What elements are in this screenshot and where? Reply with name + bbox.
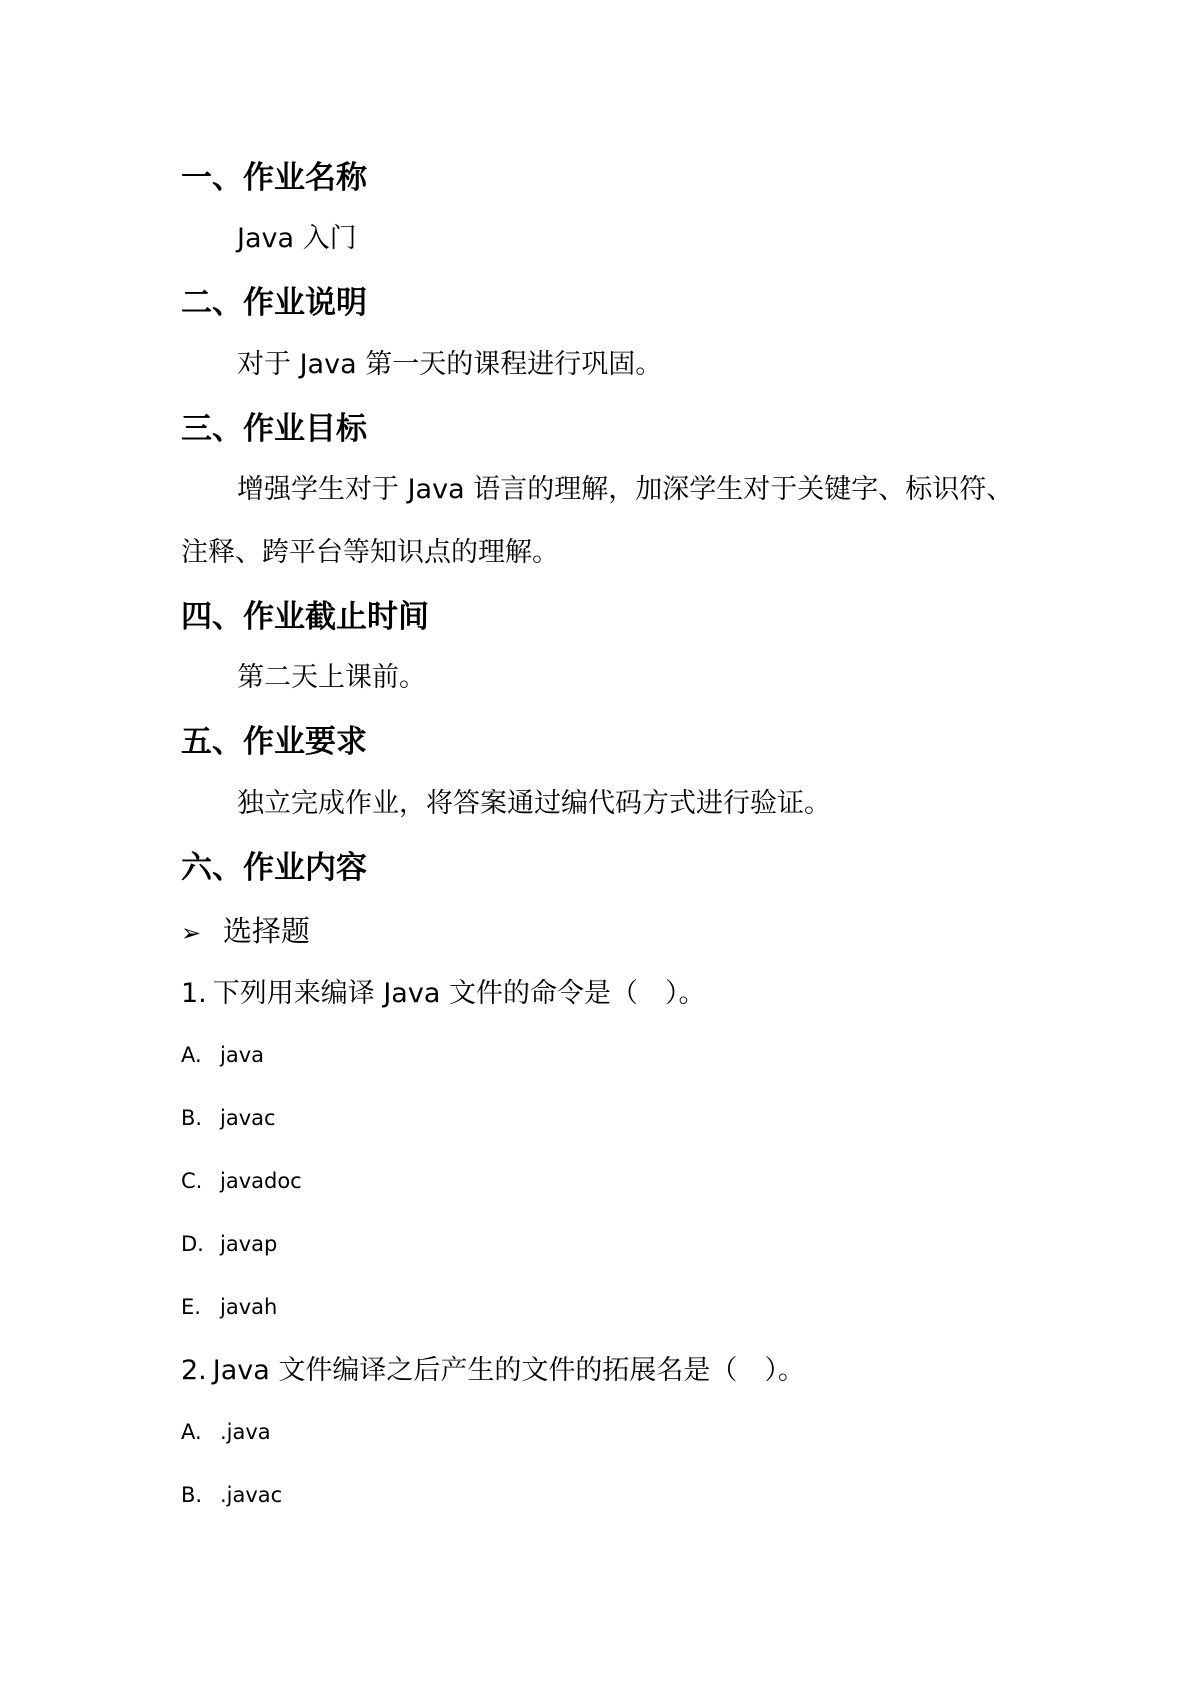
option-text: javah — [220, 1295, 278, 1319]
question-1-option-d — [181, 1229, 277, 1259]
bullet-multiple-choice — [181, 911, 310, 953]
question-2-option-a — [181, 1417, 271, 1447]
option-letter: C. — [181, 1169, 203, 1193]
option-letter: B. — [181, 1106, 203, 1130]
question-2-option-b — [181, 1480, 282, 1510]
section-heading-description: 二、作业说明 — [181, 285, 367, 321]
section-heading-requirements: 五、作业要求 — [181, 724, 367, 760]
option-text: .java — [220, 1420, 271, 1444]
option-text: javap — [220, 1232, 278, 1256]
question-1 — [181, 975, 705, 1013]
question-2 — [181, 1352, 805, 1390]
section-heading-content: 六、作业内容 — [181, 850, 367, 886]
section-text-deadline: 第二天上课前。 — [237, 662, 426, 693]
question-1-option-e — [181, 1292, 277, 1322]
section-text-name: Java 入门 — [237, 223, 357, 254]
option-letter: A. — [181, 1043, 202, 1067]
option-text: javadoc — [220, 1169, 302, 1193]
question-1-option-a — [181, 1040, 264, 1070]
section-heading-goal: 三、作业目标 — [181, 411, 367, 447]
question-text: 下列用来编译 Java 文件的命令是（ ）。 — [212, 978, 706, 1009]
section-text-goal-line1: 增强学生对于 Java 语言的理解，加深学生对于关键字、标识符、 — [237, 474, 1014, 505]
question-number: 1. — [181, 978, 207, 1009]
question-text: Java 文件编译之后产生的文件的拓展名是（ ）。 — [212, 1355, 805, 1386]
option-letter: D. — [181, 1232, 204, 1256]
section-heading-deadline: 四、作业截止时间 — [181, 599, 429, 635]
option-text: .javac — [220, 1483, 283, 1507]
section-heading-name: 一、作业名称 — [181, 160, 367, 196]
section-text-goal-line2: 注释、跨平台等知识点的理解。 — [181, 537, 559, 568]
arrow-bullet-icon: ➢ — [181, 919, 202, 947]
option-letter: A. — [181, 1420, 202, 1444]
option-text: java — [220, 1043, 264, 1067]
option-letter: B. — [181, 1483, 203, 1507]
question-1-option-c — [181, 1166, 302, 1196]
section-text-description: 对于 Java 第一天的课程进行巩固。 — [237, 349, 663, 380]
question-1-option-b — [181, 1103, 276, 1133]
option-letter: E. — [181, 1295, 201, 1319]
option-text: javac — [220, 1106, 276, 1130]
bullet-label: 选择题 — [223, 914, 311, 948]
section-text-requirements: 独立完成作业，将答案通过编代码方式进行验证。 — [237, 788, 831, 819]
question-number: 2. — [181, 1355, 207, 1386]
